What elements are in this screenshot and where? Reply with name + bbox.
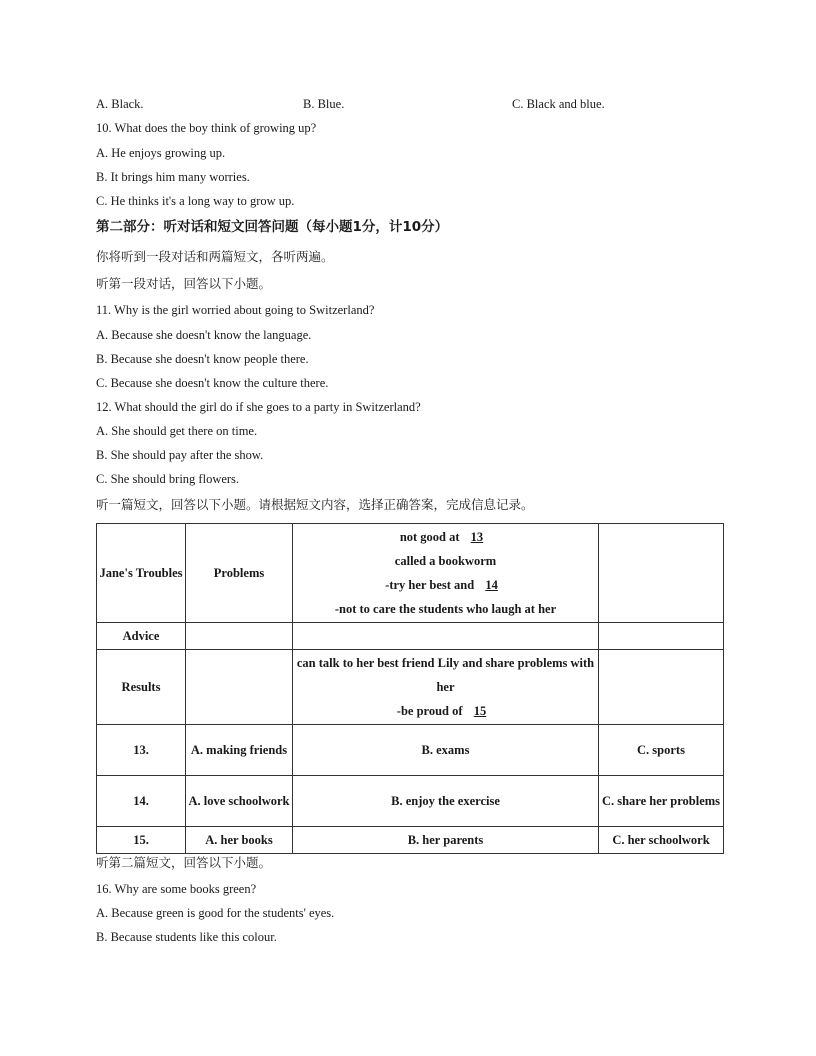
problems-label: Problems	[186, 524, 293, 623]
q16-option-a: A. Because green is good for the students' eyes.	[96, 906, 335, 920]
janes-troubles-label: Jane's Troubles	[97, 524, 186, 623]
results-content	[293, 650, 599, 725]
q11-option-c: C. Because she doesn't know the culture there.	[96, 376, 329, 390]
choice-c[interactable]: C. sports	[599, 725, 724, 776]
q11-option-a: A. Because she doesn't know the language.	[96, 328, 312, 342]
row-number: 15.	[97, 827, 186, 854]
problem-2: called a bookworm	[394, 554, 497, 568]
q10-option-c: C. He thinks it's a long way to grow up.	[96, 194, 295, 208]
empty-cell	[186, 650, 293, 725]
part2-intro: 你将听到一段对话和两篇短文，各听两遍。	[96, 249, 334, 264]
q12-option-b: B. She should pay after the show.	[96, 448, 264, 462]
q10-option-b: B. It brings him many worries.	[96, 170, 250, 184]
q16-option-b: B. Because students like this colour.	[96, 930, 277, 944]
part2-heading: 第二部分：听对话和短文回答问题（每小题1分，计10分）	[96, 219, 449, 235]
choice-a[interactable]: A. making friends	[186, 725, 293, 776]
choice-b[interactable]: B. enjoy the exercise	[293, 776, 599, 827]
choice-b[interactable]: B. her parents	[293, 827, 599, 854]
results-label: Results	[97, 650, 186, 725]
choice-b[interactable]: B. exams	[293, 725, 599, 776]
q10-option-a: A. He enjoys growing up.	[96, 146, 226, 160]
table-row	[97, 725, 724, 776]
q11-question: 11. Why is the girl worried about going to Switzerland?	[96, 303, 375, 317]
dialog-intro: 听第一段对话，回答以下小题。	[96, 276, 272, 291]
result-2: -be proud of	[396, 704, 463, 718]
empty-cell	[186, 623, 293, 650]
empty-cell	[599, 623, 724, 650]
blank-15[interactable]: 15	[473, 704, 487, 718]
result-1: can talk to her best friend Lily and share problems with her	[296, 656, 595, 694]
passage2-intro: 听第二篇短文，回答以下小题。	[96, 855, 272, 870]
q12-option-c: C. She should bring flowers.	[96, 472, 240, 486]
table-row	[97, 776, 724, 827]
empty-cell	[599, 650, 724, 725]
q9-option-c: C. Black and blue.	[512, 97, 605, 111]
choice-a[interactable]: A. her books	[186, 827, 293, 854]
problem-1: not good at	[399, 530, 460, 544]
table-row-advice	[97, 623, 724, 650]
q9-option-a: A. Black.	[96, 97, 144, 111]
problems-content	[293, 524, 599, 623]
problem-4: -not to care the students who laugh at her	[334, 602, 557, 616]
row-number: 13.	[97, 725, 186, 776]
choice-a[interactable]: A. love schoolwork	[186, 776, 293, 827]
q12-option-a: A. She should get there on time.	[96, 424, 258, 438]
empty-cell	[599, 524, 724, 623]
choice-c[interactable]: C. her schoolwork	[599, 827, 724, 854]
q16-question: 16. Why are some books green?	[96, 882, 257, 896]
choice-c[interactable]: C. share her problems	[599, 776, 724, 827]
row-number: 14.	[97, 776, 186, 827]
q9-option-b: B. Blue.	[303, 97, 345, 111]
table-row	[97, 827, 724, 854]
q12-question: 12. What should the girl do if she goes to a party in Switzerland?	[96, 400, 421, 414]
q10-question: 10. What does the boy think of growing up?	[96, 121, 317, 135]
blank-13[interactable]: 13	[470, 530, 484, 544]
table-row-troubles	[97, 524, 724, 623]
advice-label: Advice	[97, 623, 186, 650]
table-row-results	[97, 650, 724, 725]
problem-3: -try her best and	[385, 578, 475, 592]
passage1-intro: 听一篇短文，回答以下小题。请根据短文内容，选择正确答案，完成信息记录。	[96, 497, 534, 512]
blank-14[interactable]: 14	[485, 578, 498, 592]
empty-cell	[293, 623, 599, 650]
info-record-table	[96, 523, 724, 854]
q11-option-b: B. Because she doesn't know people there.	[96, 352, 309, 366]
